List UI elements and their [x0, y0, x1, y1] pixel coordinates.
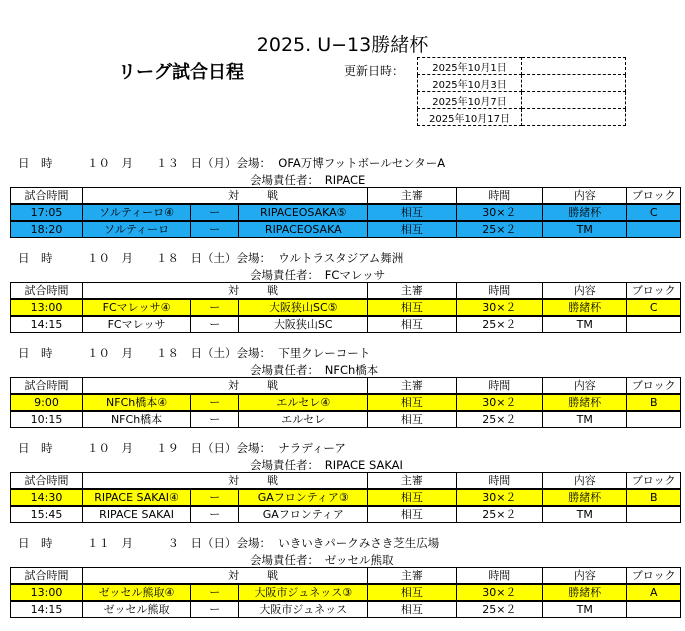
col-vs-right-header: 戦: [239, 378, 368, 395]
col-vs-left-header: 対: [83, 283, 239, 300]
cell-block: [627, 411, 681, 428]
col-content-header: 内容: [543, 568, 627, 585]
cell-content: TM: [543, 411, 627, 428]
cell-block: [627, 316, 681, 333]
cell-home: ソルティーロ④: [83, 204, 191, 221]
col-referee-header: 主審: [368, 568, 457, 585]
cell-away: GAフロンティア③: [239, 489, 368, 506]
table-header-row: [11, 568, 681, 585]
cell-dash: ー: [191, 506, 239, 523]
cell-time: 13:00: [11, 584, 83, 601]
col-vs-left-header: 対: [83, 188, 239, 205]
table-row: [11, 601, 681, 618]
col-block-header: ブロック: [627, 283, 681, 300]
cell-home: RIPACE SAKAI: [83, 506, 191, 523]
update-date: 2025年10月7日: [418, 92, 522, 109]
cell-dur: 25×２: [456, 221, 542, 238]
cell-block: B: [627, 394, 681, 411]
cell-dash: ー: [191, 221, 239, 238]
table-row: [11, 221, 681, 238]
venue-responsible: 会場責任者： FCマレッサ: [250, 268, 386, 282]
cell-content: TM: [543, 506, 627, 523]
col-block-header: ブロック: [627, 378, 681, 395]
schedule-header: 日 時 １０ 月 １３ 日（月）会場： OFA万博フットボールセンターA: [18, 156, 446, 170]
col-referee-header: 主審: [368, 473, 457, 490]
col-content-header: 内容: [543, 283, 627, 300]
cell-time: 14:15: [11, 601, 83, 618]
schedule-header: 日 時 １０ 月 １８ 日（土）会場： 下里クレーコート: [18, 346, 371, 360]
update-dates-grid: [417, 57, 626, 126]
match-table: [10, 187, 681, 238]
table-header-row: [11, 378, 681, 395]
cell-away: GAフロンティア: [239, 506, 368, 523]
col-vs-left-header: 対: [83, 473, 239, 490]
cell-ref: 相互: [368, 394, 457, 411]
cell-ref: 相互: [368, 221, 457, 238]
col-duration-header: 時間: [456, 568, 542, 585]
col-time-header: 試合時間: [11, 568, 83, 585]
cell-away: 大阪狭山SC: [239, 316, 368, 333]
col-time-header: 試合時間: [11, 283, 83, 300]
cell-away: エルセレ④: [239, 394, 368, 411]
update-blank: [522, 58, 626, 75]
cell-ref: 相互: [368, 204, 457, 221]
cell-dash: ー: [191, 316, 239, 333]
col-time-header: 試合時間: [11, 473, 83, 490]
cell-dash: ー: [191, 394, 239, 411]
schedule-subtitle: リーグ試合日程: [118, 62, 244, 83]
cell-block: C: [627, 299, 681, 316]
col-vs-right-header: 戦: [239, 568, 368, 585]
cell-dash: ー: [191, 601, 239, 618]
cell-time: 9:00: [11, 394, 83, 411]
col-vs-right-header: 戦: [239, 188, 368, 205]
cell-block: [627, 221, 681, 238]
table-header-row: [11, 283, 681, 300]
col-block-header: ブロック: [627, 188, 681, 205]
cell-dur: 25×２: [456, 411, 542, 428]
table-row: [11, 411, 681, 428]
cell-content: 勝緒杯: [543, 489, 627, 506]
col-vs-left-header: 対: [83, 568, 239, 585]
cell-content: TM: [543, 601, 627, 618]
table-row: [11, 204, 681, 221]
cell-block: C: [627, 204, 681, 221]
col-duration-header: 時間: [456, 283, 542, 300]
update-blank: [522, 92, 626, 109]
cell-dash: ー: [191, 584, 239, 601]
cell-ref: 相互: [368, 316, 457, 333]
col-referee-header: 主審: [368, 378, 457, 395]
schedule-header: 日 時 １０ 月 １８ 日（土）会場： ウルトラスタジアム舞洲: [18, 251, 404, 265]
cell-dash: ー: [191, 411, 239, 428]
cell-content: TM: [543, 221, 627, 238]
cell-away: RIPACEOSAKA: [239, 221, 368, 238]
cell-dur: 30×２: [456, 204, 542, 221]
cell-dash: ー: [191, 299, 239, 316]
cell-time: 13:00: [11, 299, 83, 316]
cell-dur: 30×２: [456, 299, 542, 316]
match-table: [10, 377, 681, 428]
col-referee-header: 主審: [368, 283, 457, 300]
cell-block: [627, 506, 681, 523]
table-header-row: [11, 188, 681, 205]
cell-time: 15:45: [11, 506, 83, 523]
cell-block: A: [627, 584, 681, 601]
cell-dur: 25×２: [456, 316, 542, 333]
col-vs-right-header: 戦: [239, 283, 368, 300]
table-row: [11, 394, 681, 411]
cell-ref: 相互: [368, 299, 457, 316]
cell-away: 大阪市ジュネッス③: [239, 584, 368, 601]
col-vs-left-header: 対: [83, 378, 239, 395]
cell-home: RIPACE SAKAI④: [83, 489, 191, 506]
table-header-row: [11, 473, 681, 490]
venue-responsible: 会場責任者： RIPACE SAKAI: [250, 458, 403, 472]
cell-ref: 相互: [368, 506, 457, 523]
cell-home: ソルティーロ: [83, 221, 191, 238]
table-row: [11, 489, 681, 506]
cell-dur: 30×２: [456, 489, 542, 506]
col-block-header: ブロック: [627, 568, 681, 585]
col-duration-header: 時間: [456, 188, 542, 205]
update-label: 更新日時：: [344, 64, 405, 78]
col-referee-header: 主審: [368, 188, 457, 205]
col-content-header: 内容: [543, 378, 627, 395]
cell-away: RIPACEOSAKA⑤: [239, 204, 368, 221]
col-content-header: 内容: [543, 188, 627, 205]
cell-content: 勝緒杯: [543, 584, 627, 601]
cell-dur: 25×２: [456, 506, 542, 523]
cell-ref: 相互: [368, 601, 457, 618]
col-duration-header: 時間: [456, 378, 542, 395]
cell-content: 勝緒杯: [543, 299, 627, 316]
table-row: [11, 316, 681, 333]
update-date: 2025年10月17日: [418, 109, 522, 126]
cell-time: 17:05: [11, 204, 83, 221]
cell-content: 勝緒杯: [543, 394, 627, 411]
cell-away: 大阪市ジュネッス: [239, 601, 368, 618]
cell-away: 大阪狭山SC⑤: [239, 299, 368, 316]
cell-dur: 25×２: [456, 601, 542, 618]
cell-dur: 30×２: [456, 394, 542, 411]
schedule-header: 日 時 １１ 月 ３ 日（日）会場： いきいきパークみさき芝生広場: [18, 536, 440, 550]
match-table: [10, 282, 681, 333]
col-time-header: 試合時間: [11, 378, 83, 395]
update-blank: [522, 109, 626, 126]
cell-ref: 相互: [368, 584, 457, 601]
page-title: 2025. U−13勝緒杯: [256, 34, 429, 56]
update-date: 2025年10月1日: [418, 58, 522, 75]
schedule-header: 日 時 １０ 月 １９ 日（日）会場： ナラディーア: [18, 441, 346, 455]
col-content-header: 内容: [543, 473, 627, 490]
col-vs-right-header: 戦: [239, 473, 368, 490]
venue-responsible: 会場責任者： ゼッセル熊取: [250, 553, 394, 567]
table-row: [11, 506, 681, 523]
cell-time: 18:20: [11, 221, 83, 238]
cell-home: NFCh橋本④: [83, 394, 191, 411]
update-date: 2025年10月3日: [418, 75, 522, 92]
cell-away: エルセレ: [239, 411, 368, 428]
col-block-header: ブロック: [627, 473, 681, 490]
col-duration-header: 時間: [456, 473, 542, 490]
cell-home: ゼッセル熊取: [83, 601, 191, 618]
cell-home: FCマレッサ④: [83, 299, 191, 316]
cell-ref: 相互: [368, 489, 457, 506]
venue-responsible: 会場責任者： NFCh橋本: [250, 363, 379, 377]
cell-dash: ー: [191, 489, 239, 506]
venue-responsible: 会場責任者： RIPACE: [250, 173, 366, 187]
table-row: [11, 299, 681, 316]
cell-time: 14:15: [11, 316, 83, 333]
table-row: [11, 584, 681, 601]
cell-home: ゼッセル熊取④: [83, 584, 191, 601]
match-table: [10, 567, 681, 618]
cell-home: FCマレッサ: [83, 316, 191, 333]
cell-block: [627, 601, 681, 618]
cell-time: 14:30: [11, 489, 83, 506]
update-blank: [522, 75, 626, 92]
cell-block: B: [627, 489, 681, 506]
match-table: [10, 472, 681, 523]
col-time-header: 試合時間: [11, 188, 83, 205]
cell-content: 勝緒杯: [543, 204, 627, 221]
cell-dur: 30×２: [456, 584, 542, 601]
cell-dash: ー: [191, 204, 239, 221]
cell-content: TM: [543, 316, 627, 333]
cell-time: 10:15: [11, 411, 83, 428]
cell-home: NFCh橋本: [83, 411, 191, 428]
cell-ref: 相互: [368, 411, 457, 428]
